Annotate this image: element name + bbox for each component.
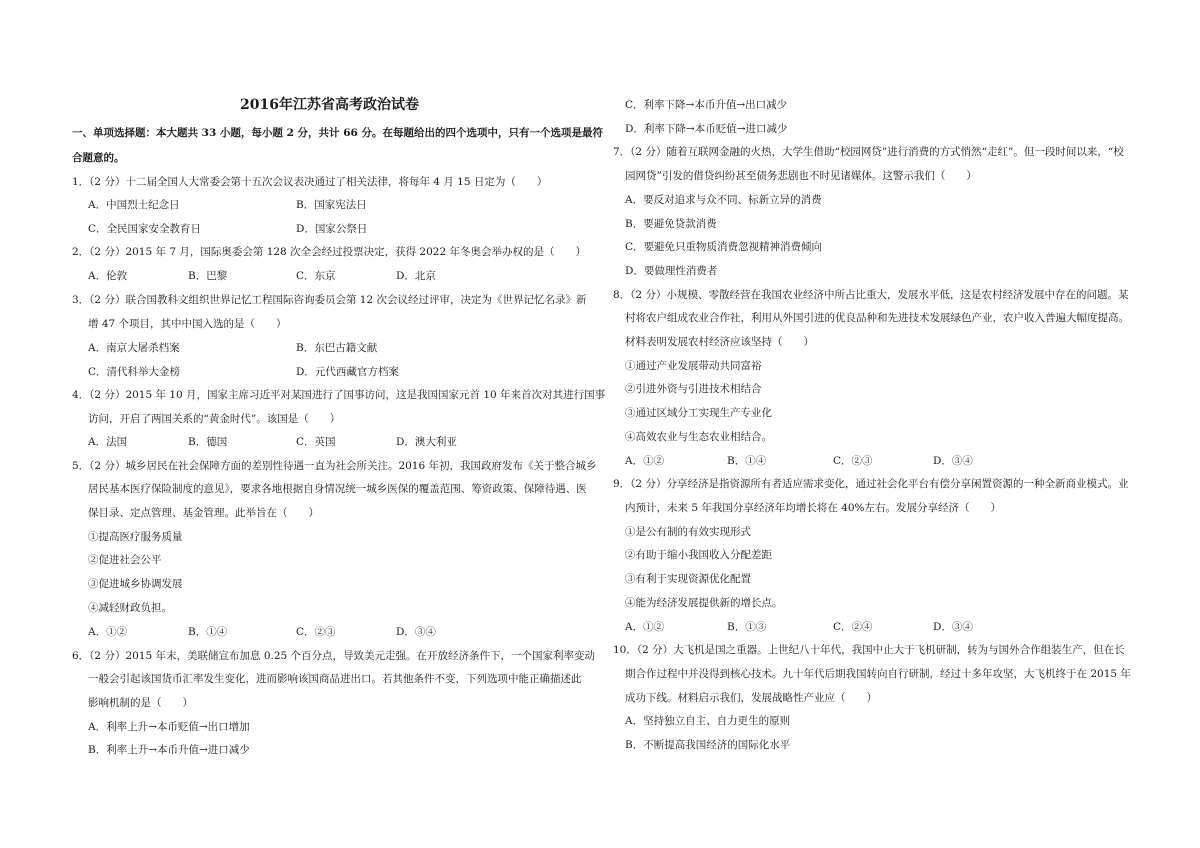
question-9-option-d: D．③④: [933, 621, 973, 633]
question-2-stem: 2．（2 分）2015 年 7 月，国际奥委会第 128 次全会经过投票决定，获得 2022 年冬奥会举办权的是（ ）: [72, 246, 586, 258]
question-4-option-a: A．法国: [88, 436, 128, 448]
question-3-option-b: B．东巴古籍文献: [296, 342, 378, 354]
question-7-stem-line-1: 7．（2 分）随着互联网金融的火热，大学生借助“校园网贷”进行消费的方式悄然“走红”。但一段时间以来，“校: [613, 146, 1124, 158]
question-5-option-a: A．①②: [88, 626, 128, 638]
question-3-stem-line-1: 3．（2 分）联合国教科文组织世界记忆工程国际咨询委员会第 12 次会议经过评审，决定为《世界记忆名录》新: [72, 294, 587, 306]
question-10-option-b: B．不断提高我国经济的国际化水平: [625, 739, 791, 751]
page-title: 2016年江苏省高考政治试卷: [240, 97, 419, 113]
question-8-statement-1: ①通过产业发展带动共同富裕: [625, 360, 762, 372]
question-1-option-d: D．国家公祭日: [296, 223, 368, 235]
question-2-option-c: C．东京: [296, 270, 336, 282]
question-2-option-b: B．巴黎: [188, 270, 228, 282]
question-6-option-a: A．利率上升→本币贬值→出口增加: [88, 721, 250, 733]
question-8-stem-line-2: 村将农户组成农业合作社，利用从外国引进的优良品种和先进技术发展绿色产业，农户收入普遍大幅度提高。: [625, 312, 1129, 324]
question-5-statement-4: ④减轻财政负担。: [88, 602, 172, 614]
question-8-statement-4: ④高效农业与生态农业相结合。: [625, 431, 772, 443]
question-3-option-c: C．清代科举大金榜: [88, 366, 181, 378]
question-8-stem-line-3: 材料表明发展农村经济应该坚持（ ）: [625, 336, 814, 348]
question-5-statement-3: ③促进城乡协调发展: [88, 578, 183, 590]
question-5-statement-1: ①提高医疗服务质量: [88, 531, 183, 543]
question-8-statement-2: ②引进外资与引进技术相结合: [625, 383, 762, 395]
question-5-stem-line-1: 5．（2 分）城乡居民在社会保障方面的差别性待遇一直为社会所关注。2016 年初，我国政府发布《关于整合城乡: [72, 460, 597, 472]
question-4-stem-line-2: 访问，开启了两国关系的“黄金时代”。该国是（ ）: [88, 413, 341, 425]
question-5-statement-2: ②促进社会公平: [88, 554, 162, 566]
question-10-option-a: A．坚持独立自主、自力更生的原则: [625, 715, 791, 727]
question-1-option-a: A．中国烈士纪念日: [88, 199, 180, 211]
question-5-option-d: D．③④: [396, 626, 436, 638]
question-8-stem-line-1: 8．（2 分）小规模、零散经营在我国农业经济中所占比重大，发展水平低，这是农村经济发展中存在的问题。某: [613, 289, 1129, 301]
question-7-option-b: B．要避免贷款消费: [625, 218, 717, 230]
question-9-option-c: C．②④: [833, 621, 873, 633]
question-5-stem-line-2: 居民基本医疗保险制度的意见》，要求各地根据自身情况统一城乡医保的覆盖范围、筹资政策、保障待遇、医: [88, 483, 587, 495]
question-7-option-c: C．要避免只重物质消费忽视精神消费倾向: [625, 241, 823, 253]
question-1-option-b: B．国家宪法日: [296, 199, 367, 211]
section-heading-line-1: 一、单项选择题：本大题共 33 小题，每小题 2 分，共计 66 分。在每题给出的四个选项中，只有一个选项是最符: [72, 127, 603, 139]
question-10-stem-line-1: 10．（2 分）大飞机是国之重器。上世纪八十年代，我国中止大于飞机研制，转为与国外合作组装生产，但在长: [613, 644, 1125, 656]
question-3-option-d: D．元代西藏官方档案: [296, 366, 399, 378]
question-7-option-d: D．要做理性消费者: [625, 265, 718, 277]
question-8-option-a: A．①②: [625, 455, 665, 467]
question-3-stem-line-2: 增 47 个项目，其中中国入选的是（ ）: [88, 318, 287, 330]
question-9-statement-1: ①是公有制的有效实现形式: [625, 526, 751, 538]
question-3-option-a: A．南京大屠杀档案: [88, 342, 180, 354]
question-10-stem-line-2: 期合作过程中并没得到核心技术。九十年代后期我国转向自行研制，经过十多年攻坚，大飞机终于在 2015 年: [625, 668, 1131, 680]
question-6-stem-line-2: 一般会引起该国货币汇率发生变化，进而影响该国商品进出口。若其他条件不变，下列选项中能正确描述此: [88, 673, 582, 685]
question-9-statement-2: ②有助于缩小我国收入分配差距: [625, 549, 772, 561]
question-4-stem-line-1: 4．（2 分）2015 年 10 月，国家主席习近平对某国进行了国事访问，这是我国国家元首 10 年来首次对其进行国事: [72, 389, 606, 401]
question-2-option-a: A．伦敦: [88, 270, 128, 282]
question-9-statement-3: ③有利于实现资源优化配置: [625, 573, 751, 585]
question-5-option-b: B．①④: [188, 626, 228, 638]
question-6-option-c: C．利率下降→本币升值→出口减少: [625, 99, 788, 111]
question-6-option-d: D．利率下降→本币贬值→进口减少: [625, 123, 788, 135]
question-1-option-c: C．全民国家安全教育日: [88, 223, 202, 235]
question-5-option-c: C．②③: [296, 626, 336, 638]
question-2-option-d: D．北京: [396, 270, 436, 282]
question-10-stem-line-3: 成功下线。材料启示我们，发展战略性产业应（ ）: [625, 692, 877, 704]
question-6-stem-line-3: 影响机制的是（ ）: [88, 697, 193, 709]
question-8-option-c: C．②③: [833, 455, 873, 467]
question-1-stem: 1．（2 分）十二届全国人大常委会第十五次会议表决通过了相关法律，将每年 4 月 15 日定为（ ）: [72, 176, 548, 188]
question-9-option-b: B．①③: [727, 621, 767, 633]
question-9-stem-line-2: 内预计，未来 5 年我国分享经济年均增长将在 40%左右。发展分享经济（ ）: [625, 502, 1002, 514]
question-5-stem-line-3: 保目录、定点管理、基金管理。此举旨在（ ）: [88, 507, 319, 519]
question-7-option-a: A．要反对追求与众不同、标新立异的消费: [625, 194, 822, 206]
question-6-option-b: B．利率上升→本币升值→进口减少: [88, 744, 250, 756]
question-9-option-a: A．①②: [625, 621, 665, 633]
question-4-option-d: D．澳大利亚: [396, 436, 457, 448]
question-7-stem-line-2: 园网贷”引发的借贷纠纷甚至债务悲剧也不时见诸媒体。这警示我们（ ）: [625, 170, 977, 182]
section-heading-line-2: 合题意的。: [72, 152, 125, 164]
question-8-option-b: B．①④: [727, 455, 767, 467]
question-8-statement-3: ③通过区域分工实现生产专业化: [625, 407, 772, 419]
question-9-statement-4: ④能为经济发展提供新的增长点。: [625, 597, 783, 609]
question-9-stem-line-1: 9．（2 分）分享经济是指资源所有者适应需求变化，通过社会化平台有偿分享闲置资源的一种全新商业模式。业: [613, 478, 1129, 490]
question-6-stem-line-1: 6．（2 分）2015 年末，美联储宣布加息 0.25 个百分点，导致美元走强。在开放经济条件下，一个国家利率变动: [72, 650, 596, 662]
question-4-option-b: B．德国: [188, 436, 228, 448]
question-8-option-d: D．③④: [933, 455, 973, 467]
question-4-option-c: C．英国: [296, 436, 336, 448]
